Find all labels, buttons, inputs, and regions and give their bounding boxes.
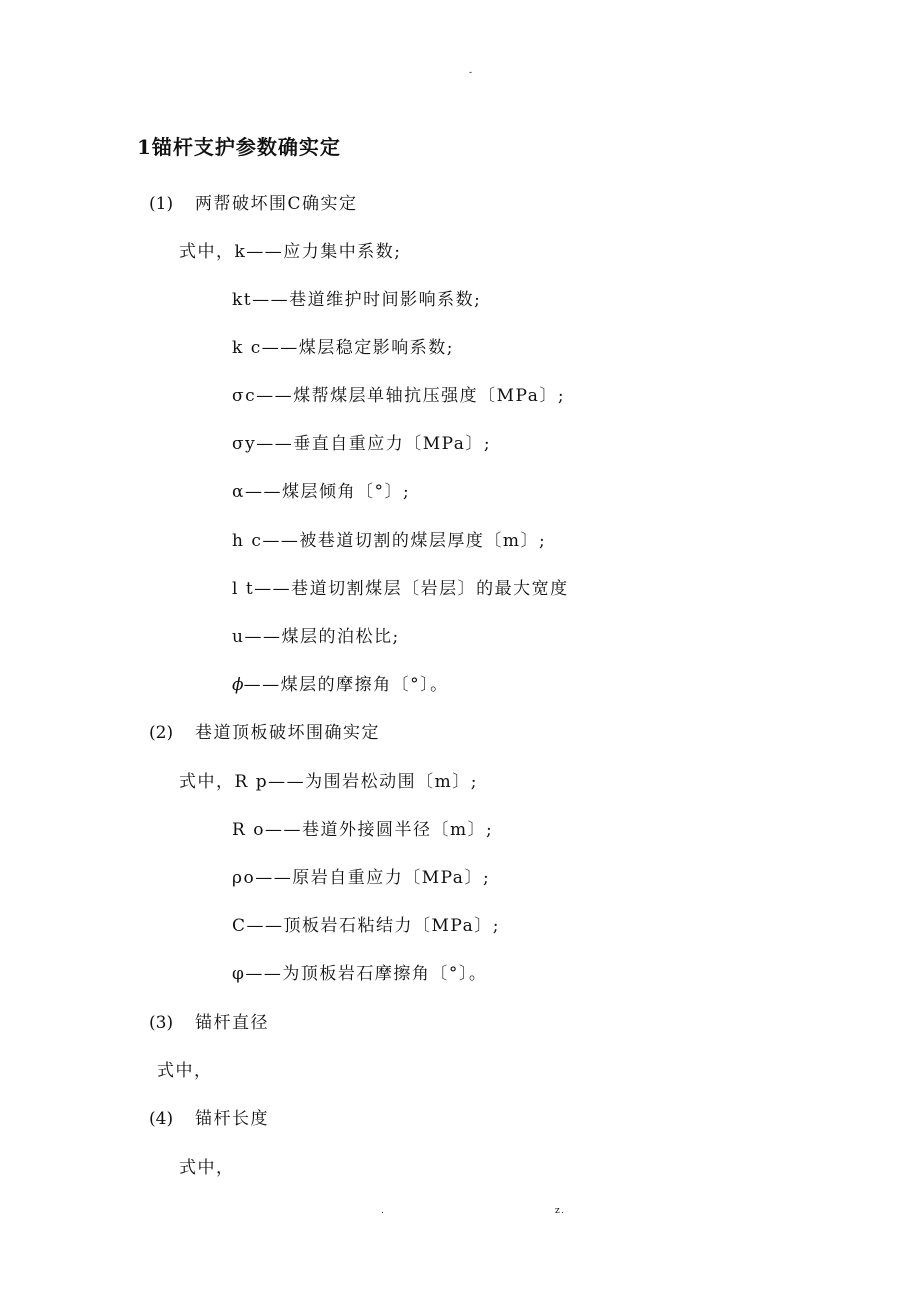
variable-definition: kt——巷道维护时间影响系数; (232, 290, 482, 310)
section-number: (3) (149, 1013, 174, 1033)
variable-definition: u——煤层的泊松比; (232, 627, 400, 647)
variable-definition: σy——垂直自重应力〔MPa〕; (232, 434, 492, 454)
section-4-heading (149, 1108, 269, 1130)
formula-intro (179, 241, 402, 263)
formula-intro (179, 771, 478, 793)
variable-definition (232, 674, 449, 696)
formula-intro: 式中， (179, 1158, 235, 1178)
variable-definition: k c——煤层稳定影响系数; (232, 338, 454, 358)
variable-definition: ρo——原岩自重应力〔MPa〕; (232, 868, 491, 888)
section-title: 1锚杆支护参数确实定 (137, 135, 341, 159)
section-heading-text: 两帮破坏围C确实定 (195, 194, 358, 214)
variable-definition: l t——巷道切割煤层〔岩层〕的最大宽度 (232, 579, 569, 599)
footer-left-mark: . (381, 1206, 386, 1216)
phi-symbol: ϕ (232, 675, 244, 695)
intro-prefix: 式中， (179, 242, 235, 262)
variable-definition: R o——巷道外接圆半径〔m〕; (232, 820, 494, 840)
section-number: (4) (149, 1109, 174, 1129)
phi-definition-text: ——煤层的摩擦角〔°〕。 (243, 675, 449, 695)
variable-definition: α——煤层倾角〔°〕; (232, 482, 411, 502)
header-mark: - (469, 68, 474, 78)
section-heading-text: 巷道顶板破坏围确实定 (195, 723, 380, 743)
variable-definition: σc——煤帮煤层单轴抗压强度〔MPa〕; (232, 386, 566, 406)
section-3-heading (149, 1012, 269, 1034)
variable-definition: h c——被巷道切割的煤层厚度〔m〕; (232, 531, 547, 551)
variable-definition: k——应力集中系数; (234, 242, 402, 262)
section-heading-text: 锚杆直径 (195, 1013, 269, 1033)
section-number: (1) (149, 194, 174, 214)
formula-intro: 式中， (157, 1061, 213, 1081)
section-heading-text: 锚杆长度 (195, 1109, 269, 1129)
intro-prefix: 式中， (179, 772, 235, 792)
section-1-heading (149, 193, 358, 215)
section-2-heading (149, 722, 380, 744)
variable-definition: C——顶板岩石粘结力〔MPa〕; (232, 916, 500, 936)
footer-right-mark: z. (555, 1206, 566, 1216)
variable-definition: φ——为顶板岩石摩擦角〔°〕。 (232, 964, 488, 984)
section-number: (2) (149, 723, 174, 743)
variable-definition: R p——为围岩松动围〔m〕; (234, 772, 478, 792)
